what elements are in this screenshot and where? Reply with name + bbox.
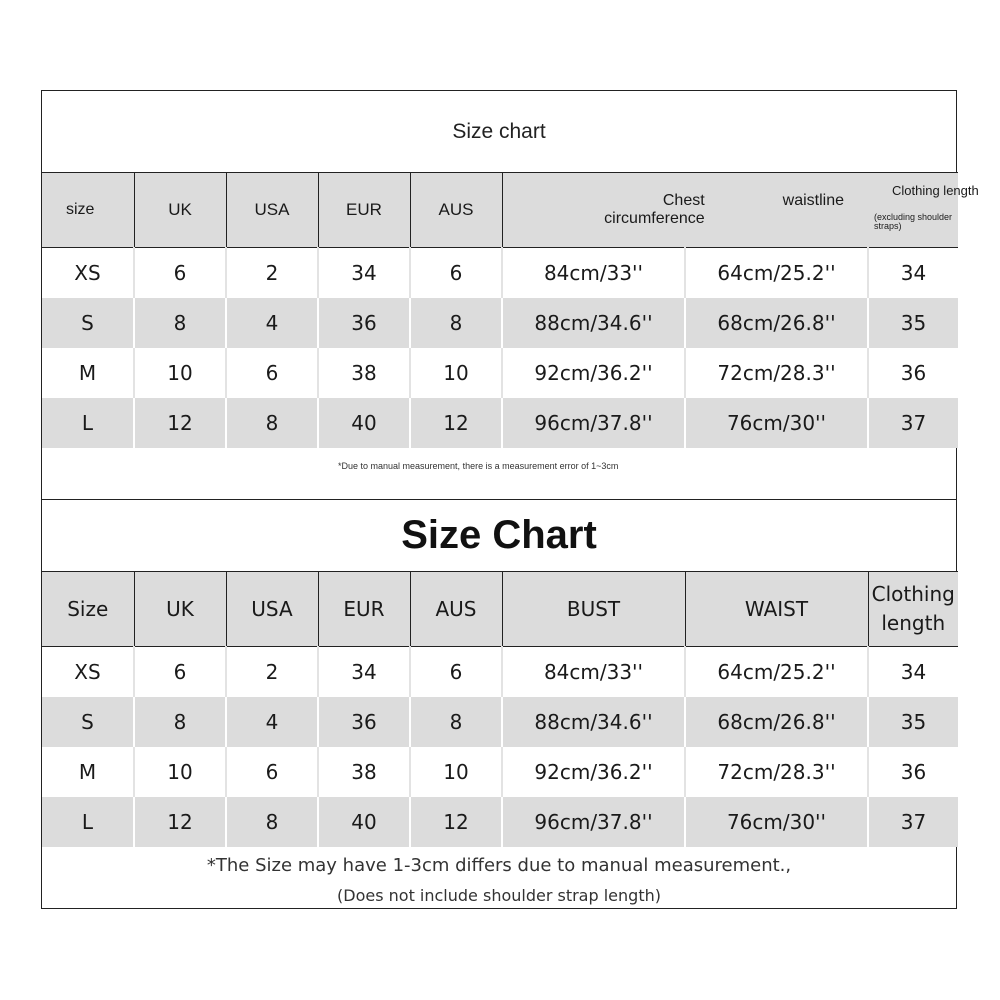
cell-size: S — [42, 697, 134, 747]
cell-chest: 92cm/36.2'' — [502, 747, 685, 797]
cell-eur: 40 — [318, 797, 410, 847]
header-bust: BUST — [502, 572, 685, 647]
header-waist: WAIST — [685, 572, 868, 647]
header-chest: Chest circumference — [604, 192, 705, 227]
cell-size: L — [42, 797, 134, 847]
table-header-row — [42, 173, 958, 248]
table-row — [42, 248, 958, 299]
cell-chest: 96cm/37.8'' — [502, 398, 685, 448]
header-length-line1: Clothing — [871, 582, 955, 606]
cell-uk: 6 — [134, 248, 226, 299]
cell-length: 35 — [868, 697, 958, 747]
cell-chest: 84cm/33'' — [502, 248, 685, 299]
cell-waist: 68cm/26.8'' — [685, 298, 868, 348]
cell-chest: 84cm/33'' — [502, 647, 685, 698]
cell-aus: 6 — [410, 647, 502, 698]
header-chest-waist — [502, 173, 868, 248]
cell-length: 34 — [868, 647, 958, 698]
cell-uk: 10 — [134, 747, 226, 797]
cell-chest: 88cm/34.6'' — [502, 697, 685, 747]
table-header-row — [42, 572, 958, 647]
table-row — [42, 298, 958, 348]
header-size: Size — [42, 572, 134, 647]
size-table-2 — [42, 571, 958, 847]
cell-usa: 8 — [226, 797, 318, 847]
measurement-note-2 — [42, 851, 956, 911]
cell-usa: 6 — [226, 348, 318, 398]
cell-eur: 38 — [318, 348, 410, 398]
cell-waist: 68cm/26.8'' — [685, 697, 868, 747]
cell-aus: 10 — [410, 348, 502, 398]
header-clothing-length — [868, 173, 979, 248]
cell-length: 34 — [868, 248, 958, 299]
header-length-line2: length — [881, 611, 946, 635]
cell-waist: 72cm/28.3'' — [685, 348, 868, 398]
cell-eur: 36 — [318, 697, 410, 747]
table-row — [42, 747, 958, 797]
cell-aus: 10 — [410, 747, 502, 797]
cell-aus: 12 — [410, 398, 502, 448]
chart2-title: Size Chart — [401, 513, 597, 557]
cell-chest: 96cm/37.8'' — [502, 797, 685, 847]
header-eur: EUR — [318, 572, 410, 647]
size-table-1 — [42, 172, 979, 448]
cell-usa: 4 — [226, 697, 318, 747]
cell-size: S — [42, 298, 134, 348]
size-chart-frame — [41, 90, 979, 909]
cell-size: XS — [42, 248, 134, 299]
cell-uk: 10 — [134, 348, 226, 398]
cell-aus: 8 — [410, 298, 502, 348]
cell-length: 35 — [868, 298, 958, 348]
cell-eur: 36 — [318, 298, 410, 348]
header-usa: USA — [226, 173, 318, 248]
cell-aus: 8 — [410, 697, 502, 747]
cell-waist: 72cm/28.3'' — [685, 747, 868, 797]
header-length-note: (excluding shoulder straps) — [874, 212, 953, 231]
cell-usa: 8 — [226, 398, 318, 448]
cell-usa: 6 — [226, 747, 318, 797]
header-length-label: Clothing length — [892, 183, 979, 198]
cell-uk: 12 — [134, 398, 226, 448]
cell-length: 36 — [868, 348, 958, 398]
table-row — [42, 348, 958, 398]
cell-usa: 2 — [226, 647, 318, 698]
cell-waist: 64cm/25.2'' — [685, 248, 868, 299]
cell-aus: 12 — [410, 797, 502, 847]
table-row — [42, 697, 958, 747]
header-size: size — [42, 173, 134, 248]
cell-waist: 76cm/30'' — [685, 398, 868, 448]
cell-uk: 12 — [134, 797, 226, 847]
header-uk: UK — [134, 572, 226, 647]
cell-eur: 38 — [318, 747, 410, 797]
cell-size: L — [42, 398, 134, 448]
cell-usa: 4 — [226, 298, 318, 348]
cell-length: 37 — [868, 797, 958, 847]
cell-length: 37 — [868, 398, 958, 448]
cell-length: 36 — [868, 747, 958, 797]
header-eur: EUR — [318, 173, 410, 248]
cell-waist: 76cm/30'' — [685, 797, 868, 847]
cell-uk: 8 — [134, 298, 226, 348]
cell-chest: 88cm/34.6'' — [502, 298, 685, 348]
header-waistline: waistline — [782, 192, 845, 209]
cell-waist: 64cm/25.2'' — [685, 647, 868, 698]
header-aus: AUS — [410, 572, 502, 647]
cell-uk: 6 — [134, 647, 226, 698]
cell-size: M — [42, 747, 134, 797]
header-clothing-length — [868, 572, 958, 647]
note-line-2: (Does not include shoulder strap length) — [337, 886, 661, 905]
cell-uk: 8 — [134, 697, 226, 747]
note-line-1: *The Size may have 1-3cm differs due to manual measurement., — [206, 855, 792, 876]
cell-chest: 92cm/36.2'' — [502, 348, 685, 398]
chart1-title: Size chart — [452, 119, 546, 143]
cell-eur: 34 — [318, 248, 410, 299]
cell-aus: 6 — [410, 248, 502, 299]
table-row — [42, 398, 958, 448]
cell-size: M — [42, 348, 134, 398]
cell-eur: 40 — [318, 398, 410, 448]
header-usa: USA — [226, 572, 318, 647]
header-uk: UK — [134, 173, 226, 248]
note-text: *Due to manual measurement, there is a measurement error of 1~3cm — [338, 461, 619, 471]
cell-eur: 34 — [318, 647, 410, 698]
measurement-note-1 — [42, 449, 956, 499]
header-aus: AUS — [410, 173, 502, 248]
table-row — [42, 797, 958, 847]
cell-size: XS — [42, 647, 134, 698]
table-row — [42, 647, 958, 698]
cell-usa: 2 — [226, 248, 318, 299]
